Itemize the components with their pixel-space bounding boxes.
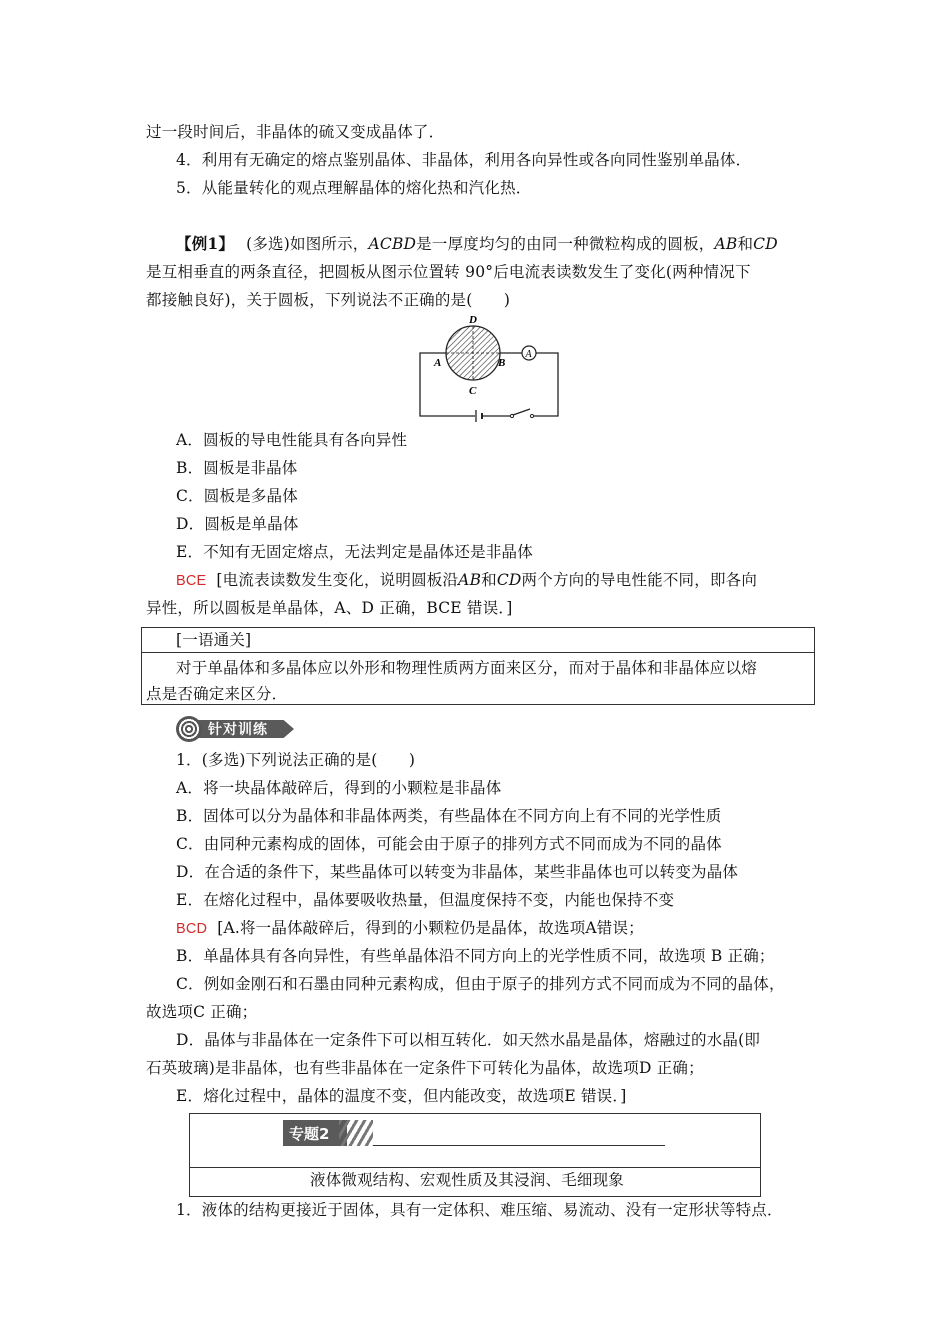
math-var: ACBD: [368, 235, 417, 253]
text-line: 异性，所以圆板是单晶体，A、D 正确，BCE 错误．]: [146, 599, 513, 617]
ammeter-label: A: [525, 349, 532, 360]
topic-tag-rule: [373, 1145, 665, 1146]
text-line: 故选项C 正确；: [146, 1003, 258, 1021]
math-var: AB: [458, 571, 482, 589]
example-first-line: [176, 234, 778, 254]
math-var: CD: [753, 235, 778, 253]
text-line: C．例如金刚石和石墨由同种元素构成，但由于原子的排列方式不同而成为不同的晶体，: [176, 975, 785, 993]
text-line: 石英玻璃)是非晶体，也有些非晶体在一定条件下可转化为晶体，故选项D 正确；: [146, 1059, 704, 1077]
tip-divider: [141, 652, 814, 653]
answer-key: BCD: [176, 921, 208, 937]
text-span: [A.将一晶体敲碎后，得到的小颗粒仍是晶体，故选项A错误；: [217, 919, 644, 937]
label-a: A: [434, 357, 442, 369]
math-var: AB: [714, 235, 738, 253]
label-c: C: [469, 385, 477, 397]
text-line: D．晶体与非晶体在一定条件下可以相互转化．如天然水晶是晶体，熔融过的水晶(即: [176, 1031, 761, 1049]
text-line: 过一段时间后，非晶体的硫又变成晶体了．: [146, 123, 445, 141]
topic-title: 液体微观结构、宏观性质及其浸润、毛细现象: [310, 1171, 625, 1189]
option-c: C．圆板是多晶体: [176, 487, 298, 505]
text-span: 是一厚度均匀的由同一种微粒构成的圆板，: [416, 235, 715, 253]
text-span: [电流表读数发生变化，说明圆板沿: [216, 571, 459, 589]
option-e: E．在熔化过程中，晶体要吸收热量，但温度保持不变，内能也保持不变: [176, 891, 675, 909]
question: 1．(多选)下列说法正确的是( ): [176, 751, 416, 769]
text-line: 是互相垂直的两条直径，把圆板从图示位置转 90°后电流表读数发生了变化(两种情况下: [146, 263, 751, 281]
text-span: 两个方向的导电性能不同，即各向: [521, 571, 758, 589]
text-line: 都接触良好)，关于圆板，下列说法不正确的是( ): [146, 291, 511, 309]
label-d: D: [469, 314, 477, 326]
option-b: B．圆板是非晶体: [176, 459, 298, 477]
switch-contact: [530, 414, 533, 417]
text-span: (多选)如图所示，: [246, 235, 369, 253]
topic-divider: [189, 1167, 760, 1168]
text-line: 1．液体的结构更接近于固体，具有一定体积、难压缩、易流动、没有一定形状等特点．: [176, 1201, 783, 1219]
option-b: B．固体可以分为晶体和非晶体两类，有些晶体在不同方向上有不同的光学性质: [176, 807, 722, 825]
topic-tag-label: 专题2: [289, 1125, 330, 1143]
option-e: E．不知有无固定熔点，无法判定是晶体还是非晶体: [176, 543, 533, 561]
example-tag: 【例1】: [176, 234, 235, 253]
circuit-diagram: [412, 310, 562, 422]
text-line: 5．从能量转化的观点理解晶体的熔化热和汽化热．: [176, 179, 532, 197]
topic-tag-stripes: [339, 1120, 373, 1146]
math-var: CD: [496, 571, 522, 589]
answer-key: BCE: [176, 573, 207, 589]
text-line: 4．利用有无确定的熔点鉴别晶体、非晶体，利用各向异性或各向同性鉴别单晶体．: [176, 151, 752, 169]
training-badge: [176, 716, 296, 742]
label-b: B: [498, 357, 506, 369]
text-line: B．单晶体具有各向异性，有些单晶体沿不同方向上的光学性质不同，故选项 B 正确；: [176, 947, 775, 965]
topic-tag: [283, 1120, 373, 1146]
option-a: A．将一块晶体敲碎后，得到的小颗粒是非晶体: [176, 779, 502, 797]
badge-label: 针对训练: [208, 722, 268, 738]
text-span: 和: [481, 571, 497, 589]
answer-line: [176, 570, 757, 591]
text-line: 点是否确定来区分．: [146, 685, 288, 703]
option-a: A．圆板的导电性能具有各向异性: [176, 431, 408, 449]
option-d: D．圆板是单晶体: [176, 515, 299, 533]
answer-line: [176, 918, 644, 939]
tip-title: [一语通关]: [176, 631, 252, 649]
target-icon: [176, 716, 202, 742]
option-c: C．由同种元素构成的固体，可能会由于原子的排列方式不同而成为不同的晶体: [176, 835, 722, 853]
text-line: E．熔化过程中，晶体的温度不变，但内能改变，故选项E 错误．]: [176, 1087, 627, 1105]
text-span: 和: [737, 235, 754, 253]
text-line: 对于单晶体和多晶体应以外形和物理性质两方面来区分，而对于晶体和非晶体应以熔: [176, 659, 757, 677]
option-d: D．在合适的条件下，某些晶体可以转变为非晶体，某些非晶体也可以转变为晶体: [176, 863, 739, 881]
